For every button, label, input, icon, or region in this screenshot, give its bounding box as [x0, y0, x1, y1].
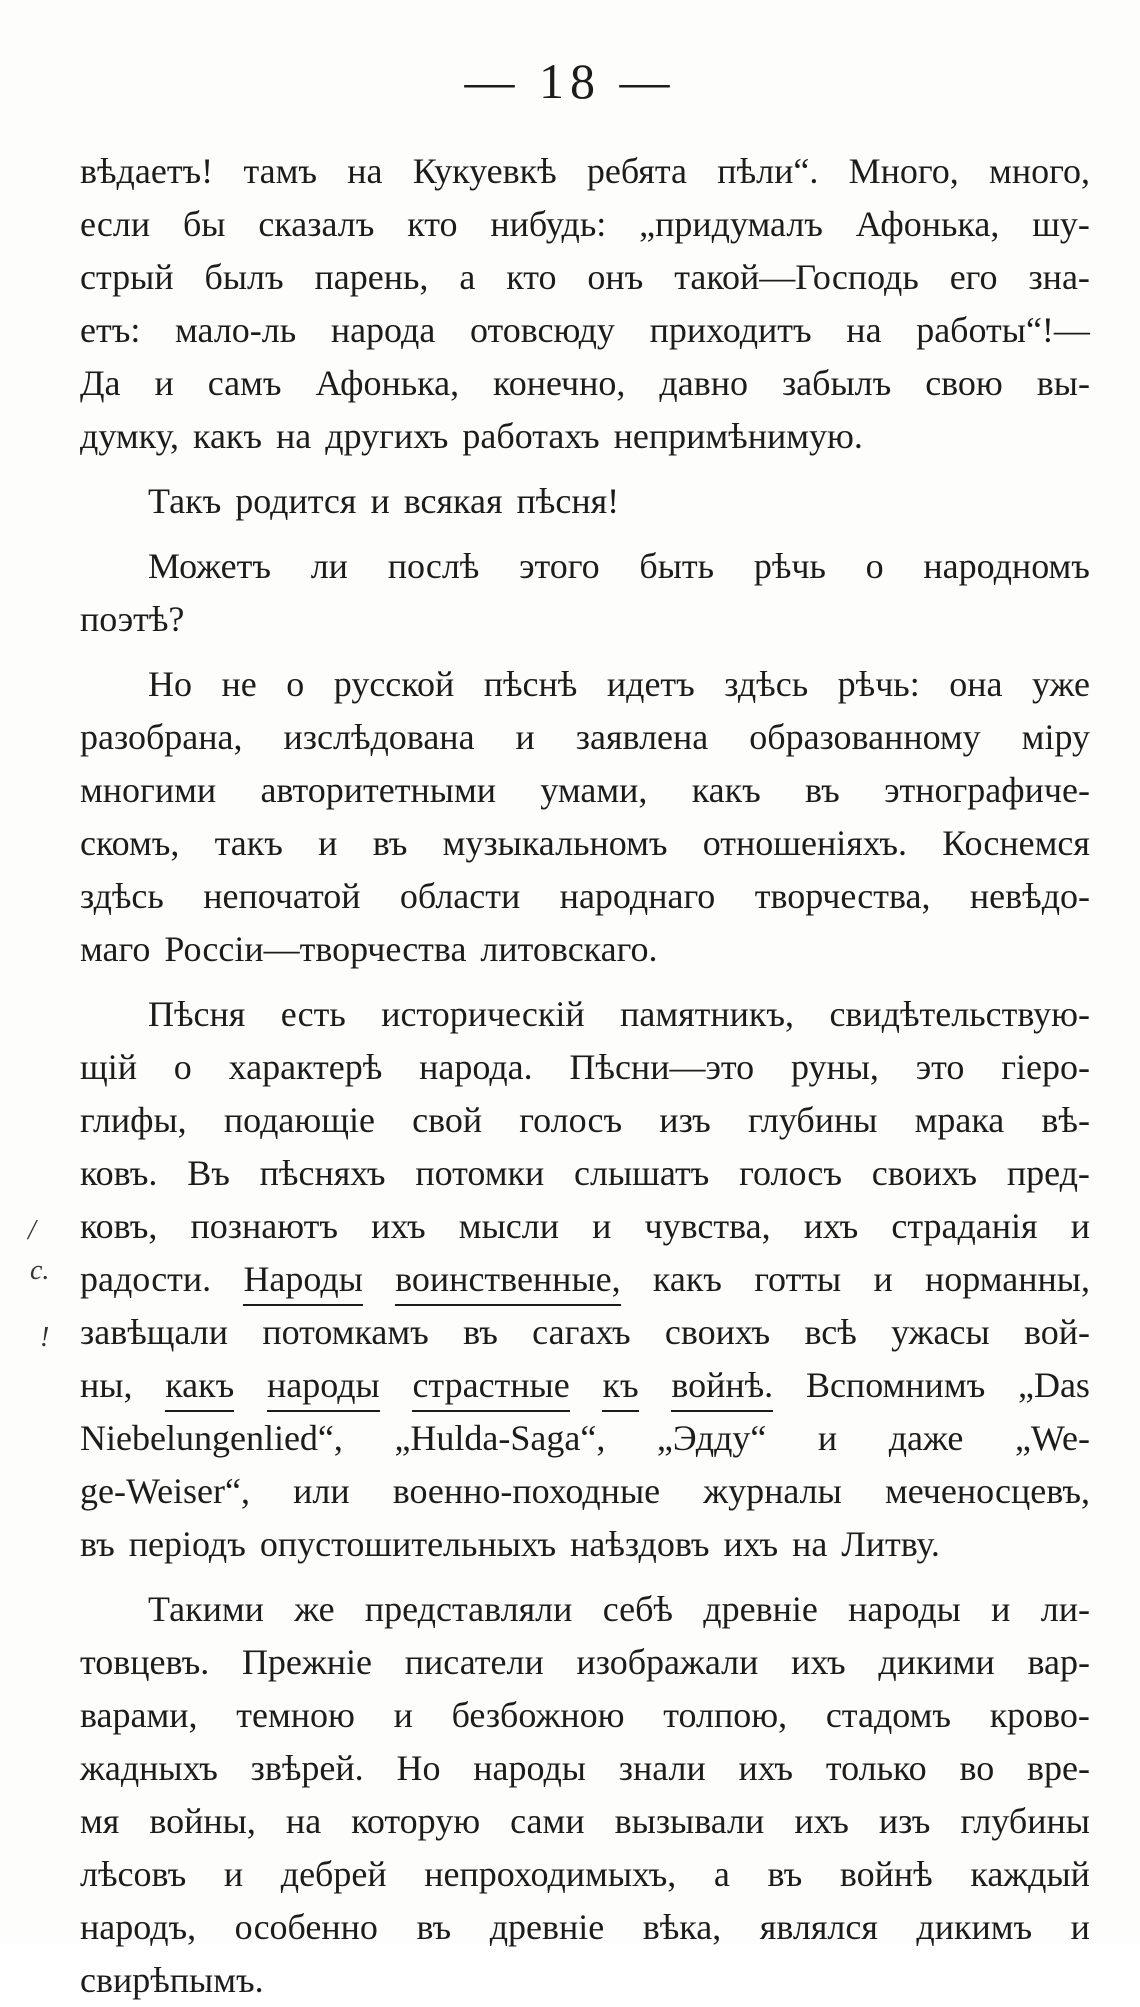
text-line: ge-Weiser“, или военно-походные журналы меченосцевъ, [80, 1471, 1090, 1511]
text-line: свирѣпымъ. [80, 1960, 264, 2000]
text-line: думку, какъ на другихъ работахъ непримѣнимую. [80, 416, 863, 456]
text-line: Но не о русской пѣснѣ идетъ здѣсь рѣчь: она уже [148, 664, 1090, 704]
margin-mark-slash: / [28, 1215, 36, 1246]
text-line: поэтѣ? [80, 599, 185, 639]
page-number: — 18 — [464, 53, 676, 109]
paragraph [80, 658, 1090, 976]
text-line: народъ, особенно въ древніе вѣка, являлся дикимъ и [80, 1907, 1090, 1947]
text-line: маго Россіи—творчества литовскаго. [80, 929, 658, 969]
margin-mark-c: с. [30, 1255, 50, 1286]
paragraph [80, 145, 1090, 463]
text-line: здѣсь непочатой области народнаго творчества, невѣдо- [80, 876, 1090, 916]
text-line: глифы, подающіе свой голосъ изъ глубины мрака вѣ- [80, 1100, 1090, 1140]
text-line: товцевъ. Прежніе писатели изображали ихъ дикими вар- [80, 1642, 1090, 1682]
text-line: лѣсовъ и дебрей непроходимыхъ, а въ войнѣ каждый [80, 1854, 1090, 1894]
text-line: Да и самъ Афонька, конечно, давно забылъ свою вы- [80, 363, 1090, 403]
text-line: стрый былъ парень, а кто онъ такой—Господь его зна- [80, 257, 1090, 297]
text-line: скомъ, такъ и въ музыкальномъ отношеніяхъ. Коснемся [80, 823, 1090, 863]
text-line: Такими же представляли себѣ древніе народы и ли- [148, 1589, 1090, 1629]
text-line: радости. Народы воинственные, какъ готты и норманны, [80, 1253, 1090, 1306]
body-text [80, 145, 1090, 2007]
text-line: ковъ. Въ пѣсняхъ потомки слышатъ голосъ своихъ пред- [80, 1153, 1090, 1193]
paragraph [80, 988, 1090, 1571]
text-line: если бы сказалъ кто нибудь: „придумалъ Афонька, шу- [80, 204, 1090, 244]
text-line: въ періодъ опустошительныхъ наѣздовъ ихъ на Литву. [80, 1524, 940, 1564]
paragraph [80, 475, 1090, 528]
text-line: вѣдаетъ! тамъ на Кукуевкѣ ребята пѣли“. Много, много, [80, 151, 1090, 191]
margin-mark-exclamation: ! [40, 1322, 50, 1353]
text-line: етъ: мало-ль народа отовсюду приходитъ на работы“!— [80, 310, 1090, 350]
text-line: Можетъ ли послѣ этого быть рѣчь о народномъ [148, 546, 1090, 586]
text-line: ны, какъ народы страстные къ войнѣ. Вспомнимъ „Das [80, 1359, 1090, 1412]
text-line: мя войны, на которую сами вызывали ихъ изъ глубины [80, 1801, 1090, 1841]
text-line: многими авторитетными умами, какъ въ этнографиче- [80, 770, 1090, 810]
text-line: варами, темною и безбожною толпою, стадомъ крово- [80, 1695, 1090, 1735]
paragraph [80, 540, 1090, 646]
text-line: Niebelungenlied“, „Hulda-Saga“, „Эдду“ и даже „We- [80, 1418, 1090, 1458]
text-line: Пѣсня есть историческій памятникъ, свидѣтельствую- [148, 994, 1090, 1034]
text-line: ковъ, познаютъ ихъ мысли и чувства, ихъ страданія и [80, 1206, 1090, 1246]
text-line: завѣщали потомкамъ въ сагахъ своихъ всѣ ужасы вой- [80, 1312, 1090, 1352]
paragraph [80, 1583, 1090, 2007]
text-line: Такъ родится и всякая пѣсня! [148, 481, 620, 521]
text-line: щій о характерѣ народа. Пѣсни—это руны, это гіеро- [80, 1047, 1090, 1087]
text-line: разобрана, изслѣдована и заявлена образованному міру [80, 717, 1090, 757]
text-line: жадныхъ звѣрей. Но народы знали ихъ только во вре- [80, 1748, 1090, 1788]
